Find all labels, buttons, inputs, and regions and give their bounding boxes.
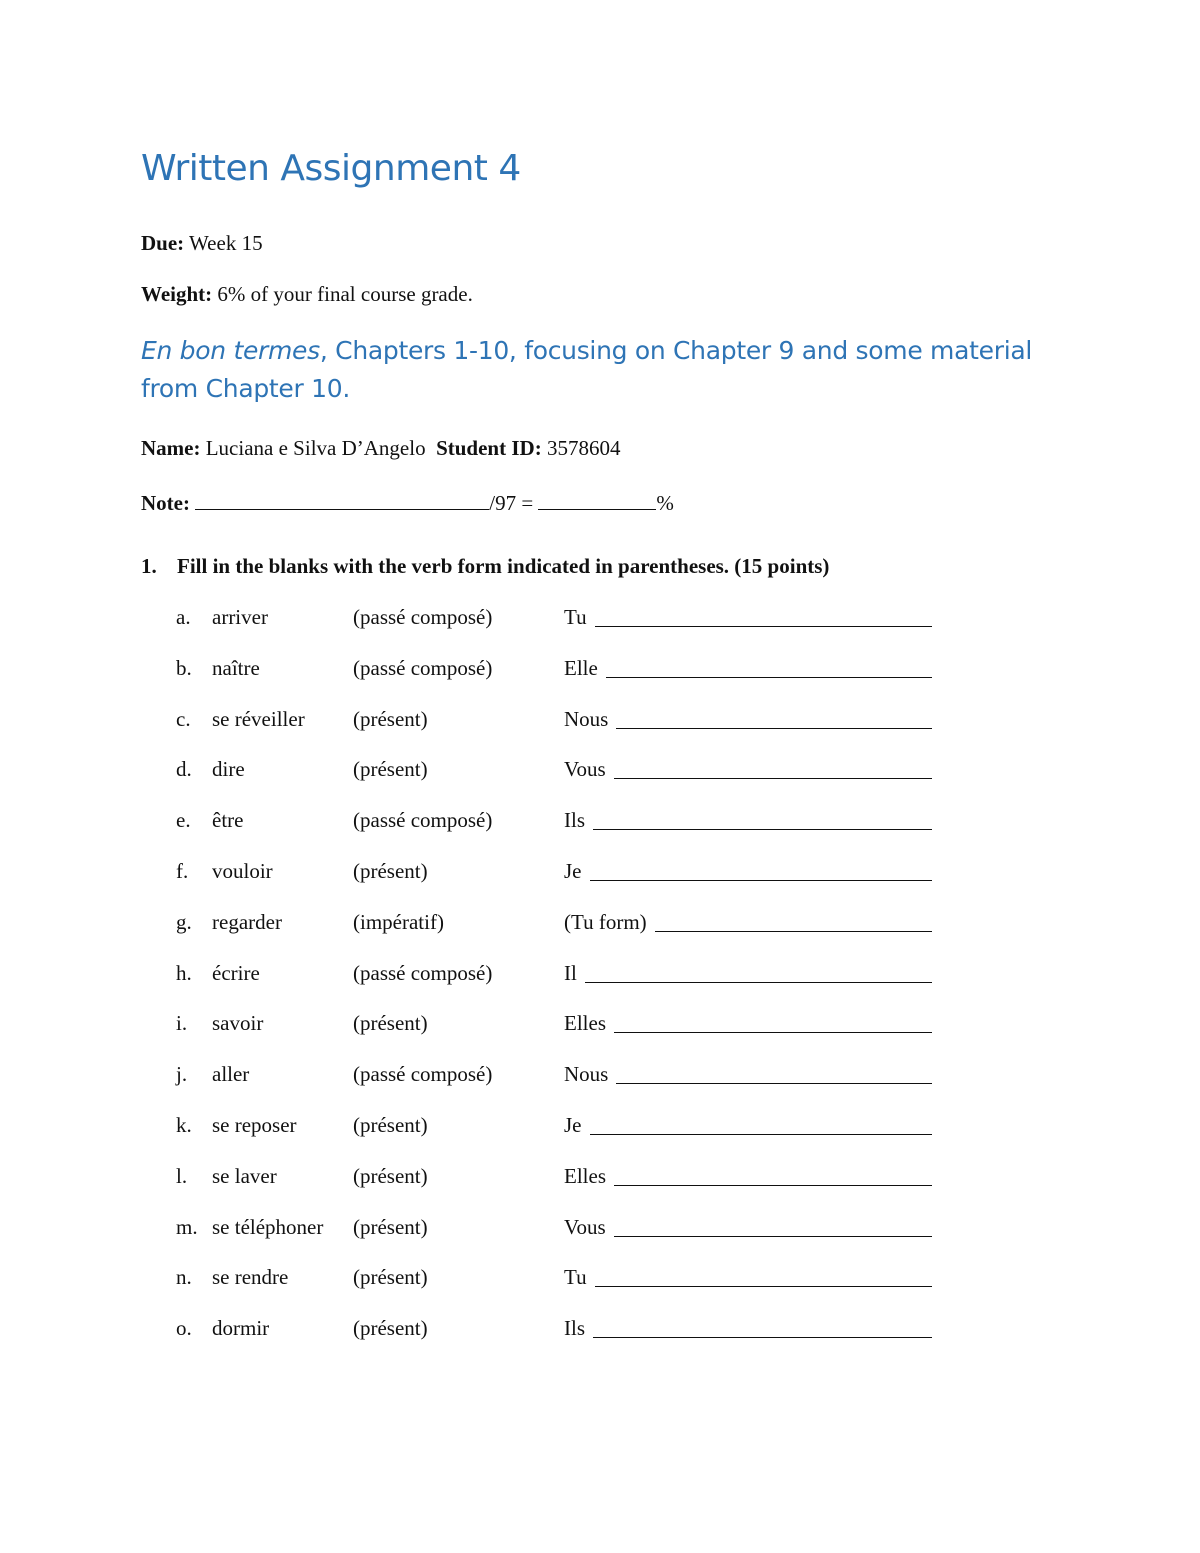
student-id[interactable]: 3578604 — [546, 436, 621, 460]
weight-line — [141, 280, 473, 308]
exercise-subject: Vous — [564, 1214, 606, 1239]
exercise-subject: Tu — [564, 605, 587, 629]
exercise-subject: Vous — [564, 757, 606, 782]
exercise-tense: (présent) — [353, 1316, 428, 1341]
exercise-row — [0, 1008, 1200, 1038]
answer-blank[interactable] — [606, 677, 932, 678]
exercise-tense: (passé composé) — [353, 655, 493, 680]
exercise-subject: Je — [564, 1113, 582, 1137]
exercise-letter: a. — [176, 605, 191, 629]
exercise-verb: se laver — [212, 1163, 277, 1188]
exercise-verb: naître — [212, 655, 260, 680]
exercise-verb: se rendre — [212, 1265, 289, 1290]
note-percent-sign: % — [656, 491, 674, 515]
exercise-row — [0, 1262, 1200, 1292]
answer-blank[interactable] — [616, 728, 932, 729]
answer-blank[interactable] — [590, 1134, 932, 1135]
exercise-tense: (présent) — [353, 1163, 428, 1188]
answer-blank[interactable] — [593, 829, 932, 830]
exercise-subject: Tu — [564, 1265, 587, 1290]
exercise-subject: Nous — [564, 1062, 609, 1087]
exercise-subject: Ils — [564, 808, 585, 833]
exercise-letter: b. — [176, 655, 192, 680]
student-name[interactable]: Luciana e Silva D’Angelo — [205, 436, 426, 460]
note-score-blank[interactable] — [195, 489, 489, 510]
exercise-row — [0, 856, 1200, 886]
exercise-tense: (passé composé) — [353, 1062, 493, 1087]
exercise-verb: arriver — [212, 605, 268, 629]
page-title: Written Assignment 4 — [141, 148, 521, 189]
answer-blank[interactable] — [585, 982, 932, 983]
answer-blank[interactable] — [616, 1083, 932, 1084]
exercise-letter: k. — [176, 1113, 192, 1137]
answer-blank[interactable] — [590, 880, 932, 881]
exercise-letter: d. — [176, 757, 192, 782]
exercise-row — [0, 704, 1200, 734]
exercise-verb: écrire — [212, 960, 260, 985]
subtitle-rest: , Chapters 1-10, focusing on Chapter 9 and some material from Chapter 10. — [141, 336, 1033, 403]
exercise-verb: se téléphoner — [212, 1214, 324, 1239]
exercise-tense: (passé composé) — [353, 605, 493, 629]
exercise-tense: (présent) — [353, 1214, 428, 1239]
answer-blank[interactable] — [614, 1185, 932, 1186]
exercise-verb: être — [212, 808, 244, 833]
exercise-subject: Il — [564, 960, 577, 985]
exercise-subject: Je — [564, 859, 582, 883]
exercise-subject: Ils — [564, 1316, 585, 1341]
exercise-letter: i. — [176, 1011, 188, 1036]
subtitle — [141, 332, 1081, 408]
exercise-subject: (Tu form) — [564, 909, 647, 934]
exercise-letter: e. — [176, 808, 191, 833]
exercise-tense: (présent) — [353, 1113, 428, 1137]
exercise-row — [0, 958, 1200, 988]
note-percent-blank[interactable] — [538, 489, 656, 510]
exercise-verb: savoir — [212, 1011, 264, 1036]
exercise-letter: j. — [176, 1062, 188, 1087]
exercise-row — [0, 1313, 1200, 1343]
exercise-tense: (présent) — [353, 1265, 428, 1290]
due-value: Week 15 — [189, 231, 263, 255]
exercise-verb: dire — [212, 757, 245, 782]
answer-blank[interactable] — [593, 1337, 932, 1338]
answer-blank[interactable] — [614, 1032, 932, 1033]
note-total: /97 = — [489, 491, 534, 515]
question-1-number: 1. — [141, 554, 157, 578]
name-label: Name: — [141, 436, 201, 460]
student-id-label: Student ID: — [436, 436, 542, 460]
exercise-letter: n. — [176, 1265, 192, 1290]
exercise-subject: Elle — [564, 655, 598, 680]
exercise-tense: (impératif) — [353, 909, 444, 934]
exercise-row — [0, 1059, 1200, 1089]
exercise-tense: (passé composé) — [353, 960, 493, 985]
exercise-tense: (présent) — [353, 706, 428, 731]
exercise-row — [0, 1212, 1200, 1242]
exercise-letter: m. — [176, 1214, 198, 1239]
exercise-tense: (passé composé) — [353, 808, 493, 833]
exercise-letter: f. — [176, 859, 189, 883]
exercise-row — [0, 754, 1200, 784]
exercise-row — [0, 1161, 1200, 1191]
exercise-letter: h. — [176, 960, 192, 985]
exercise-verb: vouloir — [212, 859, 273, 883]
question-1-text: Fill in the blanks with the verb form indicated in parentheses. (15 points) — [177, 554, 830, 578]
answer-blank[interactable] — [614, 778, 932, 779]
exercise-row — [0, 805, 1200, 835]
note-label: Note: — [141, 491, 190, 515]
exercise-row — [0, 1110, 1200, 1140]
answer-blank[interactable] — [595, 626, 932, 627]
answer-blank[interactable] — [614, 1236, 932, 1237]
question-1-heading — [141, 552, 829, 580]
due-label: Due: — [141, 231, 185, 255]
exercise-letter: o. — [176, 1316, 192, 1341]
subtitle-book-title: En bon termes — [141, 336, 320, 365]
exercise-row — [0, 602, 1200, 632]
exercise-subject: Elles — [564, 1011, 606, 1036]
answer-blank[interactable] — [655, 931, 932, 932]
note-line — [141, 489, 674, 517]
exercise-verb: dormir — [212, 1316, 270, 1341]
answer-blank[interactable] — [595, 1286, 932, 1287]
due-line — [141, 229, 263, 257]
exercise-tense: (présent) — [353, 1011, 428, 1036]
exercise-row — [0, 653, 1200, 683]
exercise-subject: Elles — [564, 1163, 606, 1188]
exercise-verb: aller — [212, 1062, 250, 1087]
exercise-tense: (présent) — [353, 757, 428, 782]
weight-value: 6% of your final course grade. — [217, 282, 473, 306]
exercise-row — [0, 907, 1200, 937]
exercise-verb: regarder — [212, 909, 282, 934]
student-line — [141, 434, 620, 462]
exercise-tense: (présent) — [353, 859, 428, 883]
weight-label: Weight: — [141, 282, 213, 306]
exercise-subject: Nous — [564, 706, 609, 731]
exercise-letter: l. — [176, 1163, 188, 1188]
exercise-verb: se reposer — [212, 1113, 297, 1137]
exercise-letter: c. — [176, 706, 191, 731]
exercise-verb: se réveiller — [212, 706, 305, 731]
exercise-letter: g. — [176, 909, 192, 934]
